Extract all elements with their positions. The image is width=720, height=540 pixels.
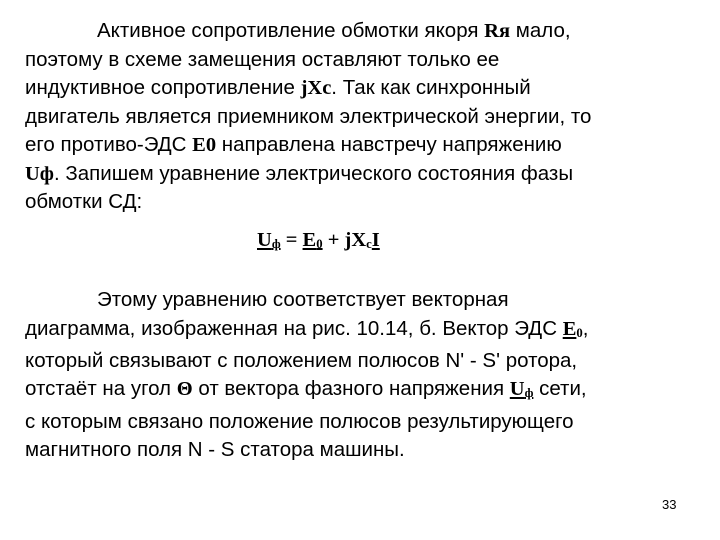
- paragraph-1: [25, 17, 705, 217]
- text-line: Uф. Запишем уравнение электрического состояния фазы: [25, 161, 574, 185]
- formula-e: E0: [302, 229, 323, 251]
- symbol-e0: E0: [562, 317, 583, 340]
- text-line: Этому уравнению соответствует векторная: [97, 288, 509, 311]
- text-line: отстаёт на угол Θ от вектора фазного напряжения Uф сети,: [25, 377, 587, 401]
- text-line: обмотки СД:: [25, 190, 143, 213]
- symbol-jxc: jXc: [300, 77, 332, 99]
- formula-u: Uф: [257, 229, 281, 251]
- text-line: магнитного поля N - S статора машины.: [25, 438, 405, 462]
- symbol-uf: Uф: [509, 378, 534, 401]
- equation: Uф = E0 + jXcI: [257, 229, 380, 251]
- symbol-uf: Uф: [25, 162, 54, 185]
- text-line: Активное сопротивление обмотки якоря Rя мало,: [97, 19, 571, 42]
- text-line: с которым связано положение полюсов результирующего: [25, 409, 574, 433]
- page-number: 33: [662, 497, 677, 512]
- text-line: который связывают с положением полюсов N' - S' ротора,: [25, 348, 578, 372]
- text-line: диаграмма, изображенная на рис. 10.14, б. Вектор ЭДС E0,: [25, 316, 589, 340]
- symbol-r-armature: Rя: [484, 20, 511, 42]
- formula-i: I: [371, 229, 380, 251]
- text-line: индуктивное сопротивление jXc. Так как синхронный: [25, 76, 531, 99]
- text-line: его противо-ЭДС E0 направлена навстречу напряжению: [25, 133, 562, 156]
- symbol-e0: E0: [192, 134, 217, 156]
- symbol-theta: Θ: [176, 378, 193, 401]
- paragraph-2: [25, 286, 705, 465]
- text-line: поэтому в схеме замещения оставляют только ее: [25, 47, 500, 71]
- text-line: двигатель является приемником электрической энергии, то: [25, 104, 592, 128]
